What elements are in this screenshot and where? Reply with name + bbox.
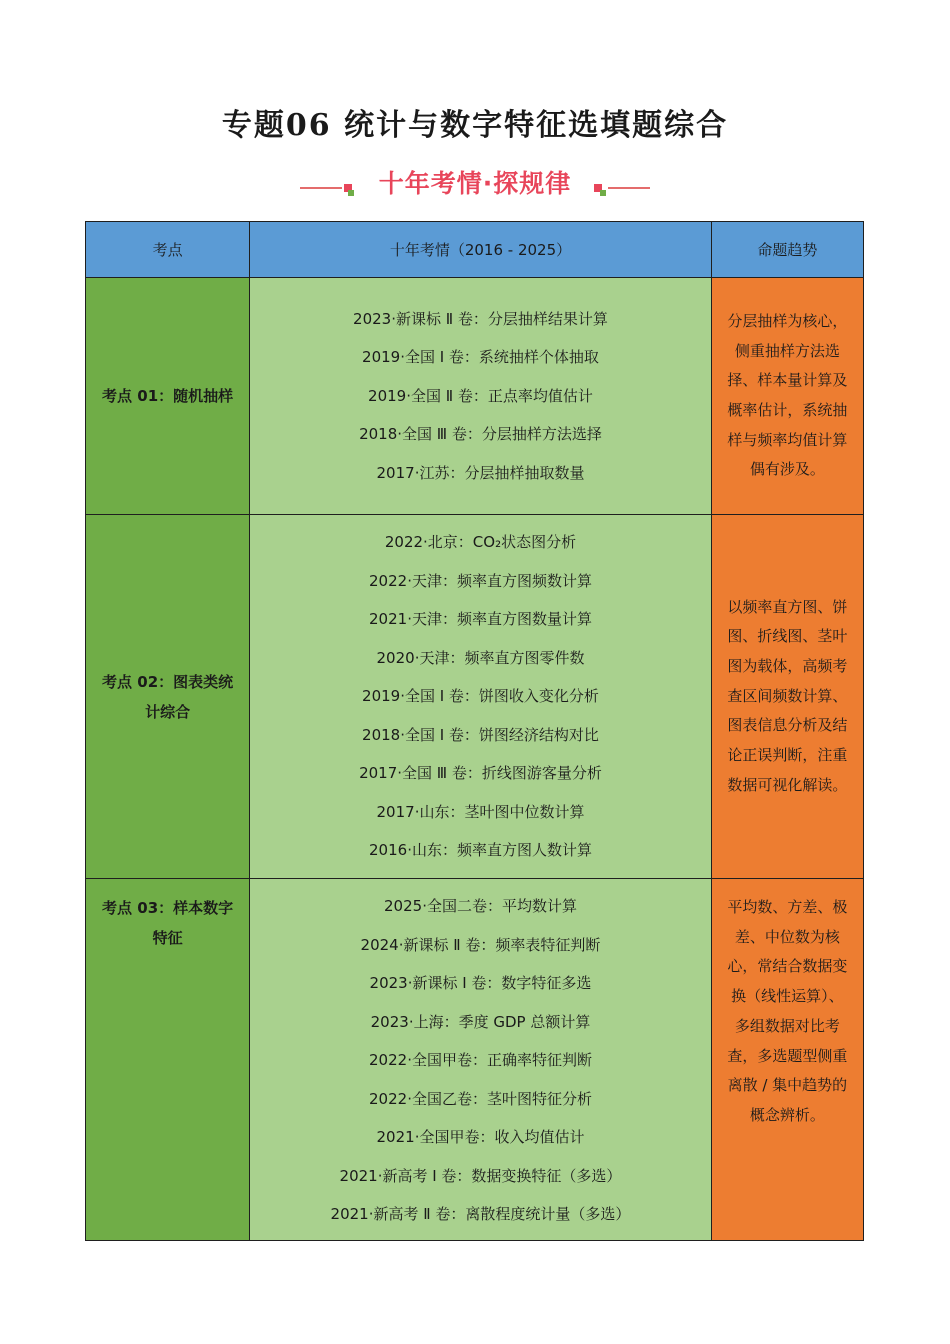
history-item: 2021·全国甲卷：收入均值估计 — [376, 1128, 585, 1146]
table-row — [86, 879, 864, 1241]
history-item: 2017·全国 Ⅲ 卷：折线图游客量分析 — [359, 764, 602, 783]
banner-square-left-green — [348, 190, 354, 196]
history-item: 2021·天津：频率直方图数量计算 — [369, 610, 592, 629]
banner-square-right-green — [600, 190, 606, 196]
history-item: 2016·山东：频率直方图人数计算 — [369, 841, 592, 860]
history-item: 2022·全国乙卷：茎叶图特征分析 — [369, 1089, 592, 1108]
trend-cell: 分层抽样为核心，侧重抽样方法选择、样本量计算及概率估计，系统抽样与频率均值计算偶有涉及。 — [711, 278, 863, 515]
history-item: 2019·全国 Ⅰ 卷：系统抽样个体抽取 — [362, 348, 599, 367]
banner-text: 十年考情·探规律 — [378, 169, 572, 198]
history-item: 2022·天津：频率直方图频数计算 — [369, 571, 592, 590]
history-item: 2023·新课标 Ⅰ 卷：数字特征多选 — [369, 974, 592, 992]
table-row — [86, 515, 864, 879]
history-item: 2021·新高考 Ⅱ 卷：离散程度统计量（多选） — [330, 1205, 631, 1223]
trend-cell: 平均数、方差、极差、中位数为核心，常结合数据变换（线性运算）、多组数据对比考查，多选题型侧重离散 / 集中趋势的概念辨析。 — [711, 879, 863, 1241]
history-item: 2021·新高考 Ⅰ 卷：数据变换特征（多选） — [339, 1166, 622, 1185]
history-item: 2017·江苏：分层抽样抽取数量 — [376, 463, 585, 482]
history-item: 2019·全国 Ⅰ 卷：饼图收入变化分析 — [362, 687, 599, 706]
banner-left-line — [300, 187, 342, 189]
table-row — [86, 278, 864, 515]
history-cell — [250, 515, 712, 879]
history-item: 2023·上海：季度 GDP 总额计算 — [370, 1012, 591, 1031]
history-item: 2025·全国二卷：平均数计算 — [384, 897, 577, 915]
history-item: 2019·全国 Ⅱ 卷：正点率均值估计 — [368, 386, 593, 405]
history-item: 2023·新课标 Ⅱ 卷：分层抽样结果计算 — [353, 309, 608, 328]
history-cell — [250, 278, 712, 515]
topic-cell: 考点 01：随机抽样 — [86, 278, 250, 515]
topic-cell: 考点 03：样本数字特征 — [86, 879, 250, 1241]
header-trend: 命题趋势 — [711, 222, 863, 278]
header-history: 十年考情（2016 - 2025） — [250, 222, 712, 278]
history-item: 2018·全国 Ⅲ 卷：分层抽样方法选择 — [359, 425, 602, 444]
history-item: 2024·新课标 Ⅱ 卷：频率表特征判断 — [360, 935, 601, 954]
history-item: 2022·北京：CO₂状态图分析 — [384, 533, 577, 552]
trend-cell: 以频率直方图、饼图、折线图、茎叶图为载体，高频考查区间频数计算、图表信息分析及结论正误判断，注重数据可视化解读。 — [711, 515, 863, 879]
history-item: 2017·山东：茎叶图中位数计算 — [376, 802, 585, 821]
exam-analysis-table — [85, 221, 864, 1241]
page-title: 专题06 统计与数字特征选填题综合 — [221, 108, 729, 143]
section-banner — [300, 160, 650, 204]
table-header-row — [86, 222, 864, 278]
topic-cell: 考点 02：图表类统计综合 — [86, 515, 250, 879]
banner-right-line — [608, 187, 650, 189]
history-cell — [250, 879, 712, 1241]
history-item: 2022·全国甲卷：正确率特征判断 — [369, 1051, 592, 1069]
history-item: 2020·天津：频率直方图零件数 — [376, 648, 585, 667]
header-topic: 考点 — [86, 222, 250, 278]
history-item: 2018·全国 Ⅰ 卷：饼图经济结构对比 — [362, 725, 599, 744]
